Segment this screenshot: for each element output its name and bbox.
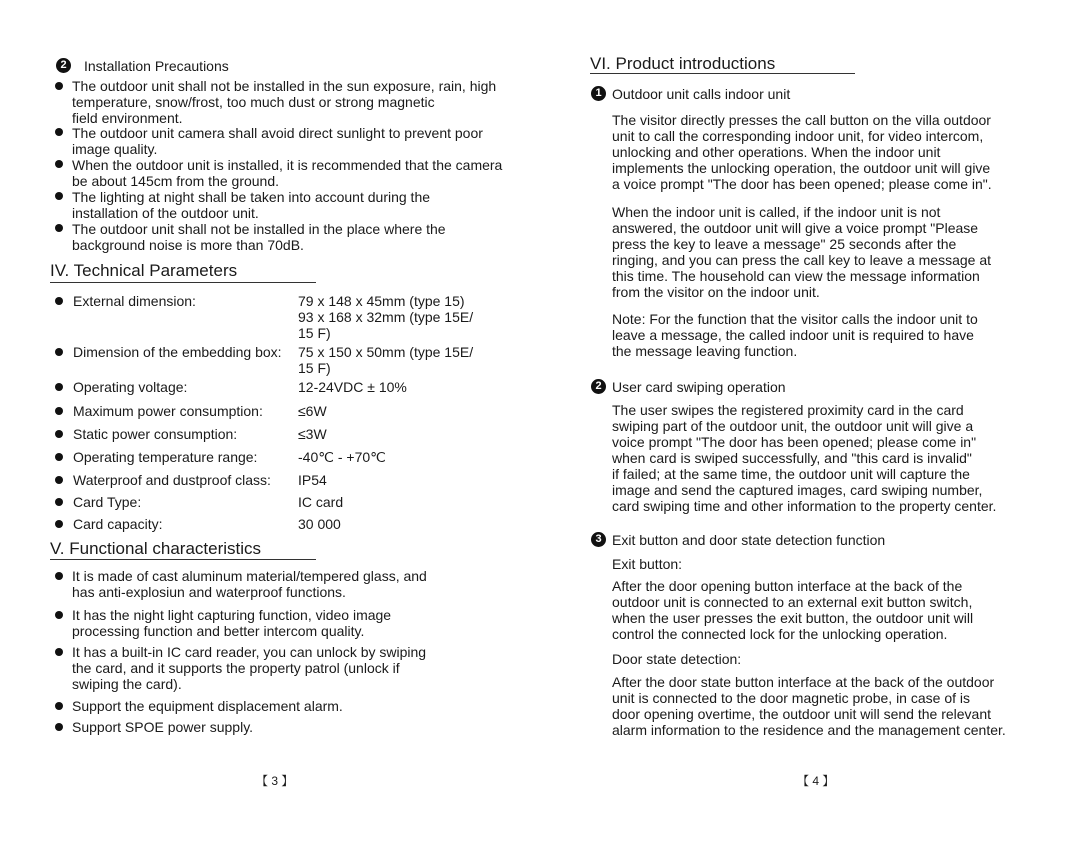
subsection-title: Exit button: [612, 556, 683, 572]
spec-label: Operating voltage: [73, 379, 188, 395]
spec-label: Card capacity: [73, 516, 163, 532]
page-number: 【 4 】 [797, 774, 835, 788]
bullet-icon [55, 430, 63, 438]
functional-item: Support the equipment displacement alarm. [72, 698, 343, 714]
bullet-icon [55, 453, 63, 461]
heading-underline [50, 282, 316, 283]
subsection-title: Door state detection: [612, 651, 742, 667]
installation-item: The outdoor unit shall not be installed in the sun exposure, rain, high temperature, snow/frost, too much dust or strong magnetic field environment. [72, 78, 497, 126]
spec-label: Dimension of the embedding box: [73, 344, 282, 360]
spec-label: Maximum power consumption: [73, 403, 263, 419]
bullet-icon [55, 192, 63, 200]
section-paragraph: When the indoor unit is called, if the indoor unit is not answered, the outdoor unit will give a voice prompt "Please press the key to leave a message" 25 seconds after the ringing, and you can press the call key to leave a message at this time. The household can view the message information from the visitor on the indoor unit. [612, 204, 991, 300]
installation-item: When the outdoor unit is installed, it is recommended that the camera be about 145cm from the ground. [72, 157, 503, 189]
bullet-icon [55, 520, 63, 528]
number-1-icon: 1 [591, 86, 606, 101]
installation-title: Installation Precautions [84, 58, 229, 74]
installation-item: The lighting at night shall be taken into account during the installation of the outdoor unit. [72, 189, 431, 221]
spec-label: Card Type: [73, 494, 142, 510]
bullet-icon [55, 723, 63, 731]
bullet-icon [55, 476, 63, 484]
section-paragraph: The user swipes the registered proximity card in the card swiping part of the outdoor unit, the outdoor unit will give a voice prompt "The door has been opened; please come in" when card is swiped successfully, and "this card is invalid" if failed; at the same time, the outdoor unit will capture the image and send the captured images, card swiping number, card swiping time and other information to the property center. [612, 402, 997, 514]
section-title: Exit button and door state detection function [612, 532, 886, 548]
installation-item: The outdoor unit shall not be installed in the place where the background noise is more than 70dB. [72, 221, 446, 253]
spec-label: Operating temperature range: [73, 449, 258, 465]
bullet-icon [55, 648, 63, 656]
spec-value: ≤3W [298, 426, 327, 442]
heading-underline [50, 559, 316, 560]
spec-value: IP54 [298, 472, 327, 488]
spec-value: IC card [298, 494, 344, 510]
spec-label: Static power consumption: [73, 426, 238, 442]
bullet-icon [55, 407, 63, 415]
spec-value: 12-24VDC ± 10% [298, 379, 407, 395]
section-paragraph: The visitor directly presses the call button on the villa outdoor unit to call the corresponding indoor unit, for video intercom, unlocking and other operations. When the indoor unit implements the unlocking operation, the outdoor unit will give a voice prompt "The door has been opened; please come in". [612, 112, 992, 192]
heading-underline [590, 73, 855, 74]
bullet-icon [55, 348, 63, 356]
bullet-icon [55, 128, 63, 136]
section-paragraph: After the door opening button interface at the back of the outdoor unit is connected to an external exit button switch, when the user presses the exit button, the outdoor unit will control the connected lock for the unlocking operation. [612, 578, 974, 642]
product-heading: VI. Product introductions [590, 54, 776, 73]
page-number: 【 3 】 [256, 774, 294, 788]
section-note: Note: For the function that the visitor calls the indoor unit to leave a message, the called indoor unit is required to have the message leaving function. [612, 311, 978, 359]
bullet-icon [55, 702, 63, 710]
number-3-icon: 3 [591, 532, 606, 547]
functional-heading: V. Functional characteristics [50, 539, 262, 558]
spec-value: ≤6W [298, 403, 327, 419]
spec-label: Waterproof and dustproof class: [73, 472, 271, 488]
installation-item: The outdoor unit camera shall avoid direct sunlight to prevent poor image quality. [72, 125, 483, 157]
section-title: Outdoor unit calls indoor unit [612, 86, 791, 102]
functional-item: It is made of cast aluminum material/tempered glass, and has anti-explosiun and waterproof functions. [72, 568, 427, 600]
bullet-icon [55, 82, 63, 90]
spec-label: External dimension: [73, 293, 196, 309]
bullet-icon [55, 160, 63, 168]
bullet-icon [55, 498, 63, 506]
functional-item: It has a built-in IC card reader, you can unlock by swiping the card, and it supports the property patrol (unlock if swiping the card). [72, 644, 427, 692]
spec-value: 79 x 148 x 45mm (type 15) 93 x 168 x 32mm (type 15E/ 15 F) [298, 293, 474, 341]
technical-heading: IV. Technical Parameters [50, 261, 238, 280]
bullet-icon [55, 297, 63, 305]
bullet-icon [55, 224, 63, 232]
section-title: User card swiping operation [612, 379, 786, 395]
functional-item: Support SPOE power supply. [72, 719, 254, 735]
number-2-icon: 2 [591, 379, 606, 394]
spec-value: 75 x 150 x 50mm (type 15E/ 15 F) [298, 344, 474, 376]
bullet-icon [55, 383, 63, 391]
section-paragraph: After the door state button interface at the back of the outdoor unit is connected to the door magnetic probe, in case of is door opening overtime, the outdoor unit will send the relevant alarm information to the residence and the management center. [612, 674, 1006, 738]
bullet-icon [55, 611, 63, 619]
number-2-icon: 2 [56, 58, 71, 73]
functional-item: It has the night light capturing function, video image processing function and better intercom quality. [72, 607, 392, 639]
spec-value: -40℃ - +70℃ [298, 449, 386, 465]
bullet-icon [55, 572, 63, 580]
spec-value: 30 000 [298, 516, 341, 532]
